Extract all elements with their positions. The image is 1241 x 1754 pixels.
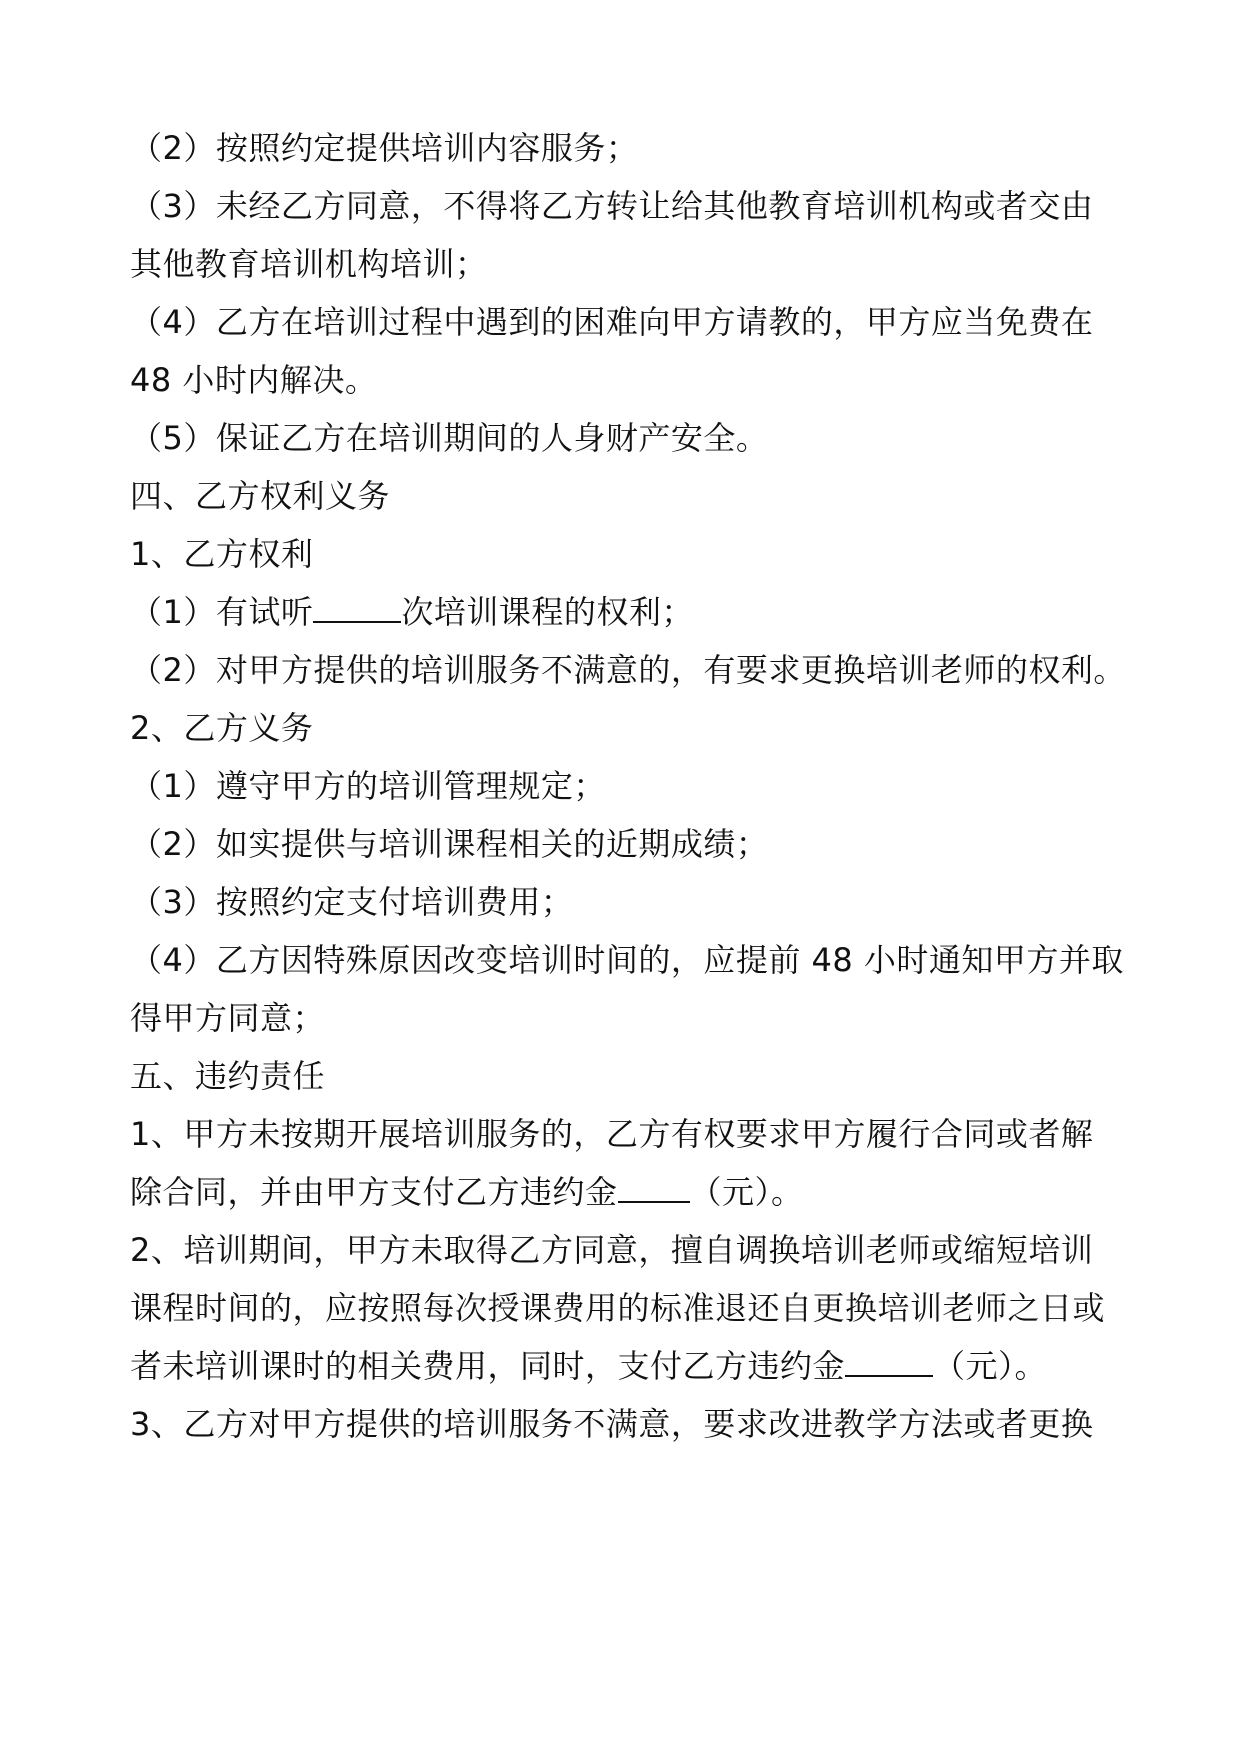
text-line: （2）如实提供与培训课程相关的近期成绩； xyxy=(130,825,769,863)
text-line: （1）遵守甲方的培训管理规定； xyxy=(130,767,606,805)
text-segment: （元）。 xyxy=(933,1347,1048,1385)
text-line: 3、乙方对甲方提供的培训服务不满意，要求改进教学方法或者更换 xyxy=(130,1405,1094,1443)
text-line: 2、培训期间，甲方未取得乙方同意，擅自调换培训老师或缩短培训 xyxy=(130,1231,1094,1269)
fill-in-blank xyxy=(313,593,401,623)
text-line: （3）未经乙方同意，不得将乙方转让给其他教育培训机构或者交由 xyxy=(130,187,1094,225)
text-line xyxy=(130,1172,804,1212)
fill-in-blank xyxy=(618,1173,690,1203)
text-segment: 者未培训课时的相关费用，同时，支付乙方违约金 xyxy=(130,1347,846,1385)
section-heading: 四、乙方权利义务 xyxy=(130,477,391,515)
text-line: （3）按照约定支付培训费用； xyxy=(130,883,574,921)
text-line xyxy=(130,592,694,632)
text-line: 其他教育培训机构培训； xyxy=(130,245,488,283)
text-line: 得甲方同意； xyxy=(130,999,326,1037)
text-segment: 除合同，并由甲方支付乙方违约金 xyxy=(130,1173,618,1211)
text-line xyxy=(130,1346,1047,1386)
fill-in-blank xyxy=(845,1347,933,1377)
text-line: （2）对甲方提供的培训服务不满意的，有要求更换培训老师的权利。 xyxy=(130,651,1126,689)
text-line: 48 小时内解决。 xyxy=(130,361,378,399)
text-segment: （1）有试听 xyxy=(130,593,314,631)
text-line: （2）按照约定提供培训内容服务； xyxy=(130,129,639,167)
subsection-heading: 2、乙方义务 xyxy=(130,709,314,747)
section-heading: 五、违约责任 xyxy=(130,1057,326,1095)
text-segment: 次培训课程的权利； xyxy=(401,593,694,631)
subsection-heading: 1、乙方权利 xyxy=(130,535,314,573)
text-line: （4）乙方因特殊原因改变培训时间的，应提前 48 小时通知甲方并取 xyxy=(130,941,1124,979)
text-line: （4）乙方在培训过程中遇到的困难向甲方请教的，甲方应当免费在 xyxy=(130,303,1094,341)
text-line: 1、甲方未按期开展培训服务的，乙方有权要求甲方履行合同或者解 xyxy=(130,1115,1094,1153)
text-segment: （元）。 xyxy=(689,1173,804,1211)
text-line: （5）保证乙方在培训期间的人身财产安全。 xyxy=(130,419,769,457)
text-line: 课程时间的，应按照每次授课费用的标准退还自更换培训老师之日或 xyxy=(130,1289,1106,1327)
